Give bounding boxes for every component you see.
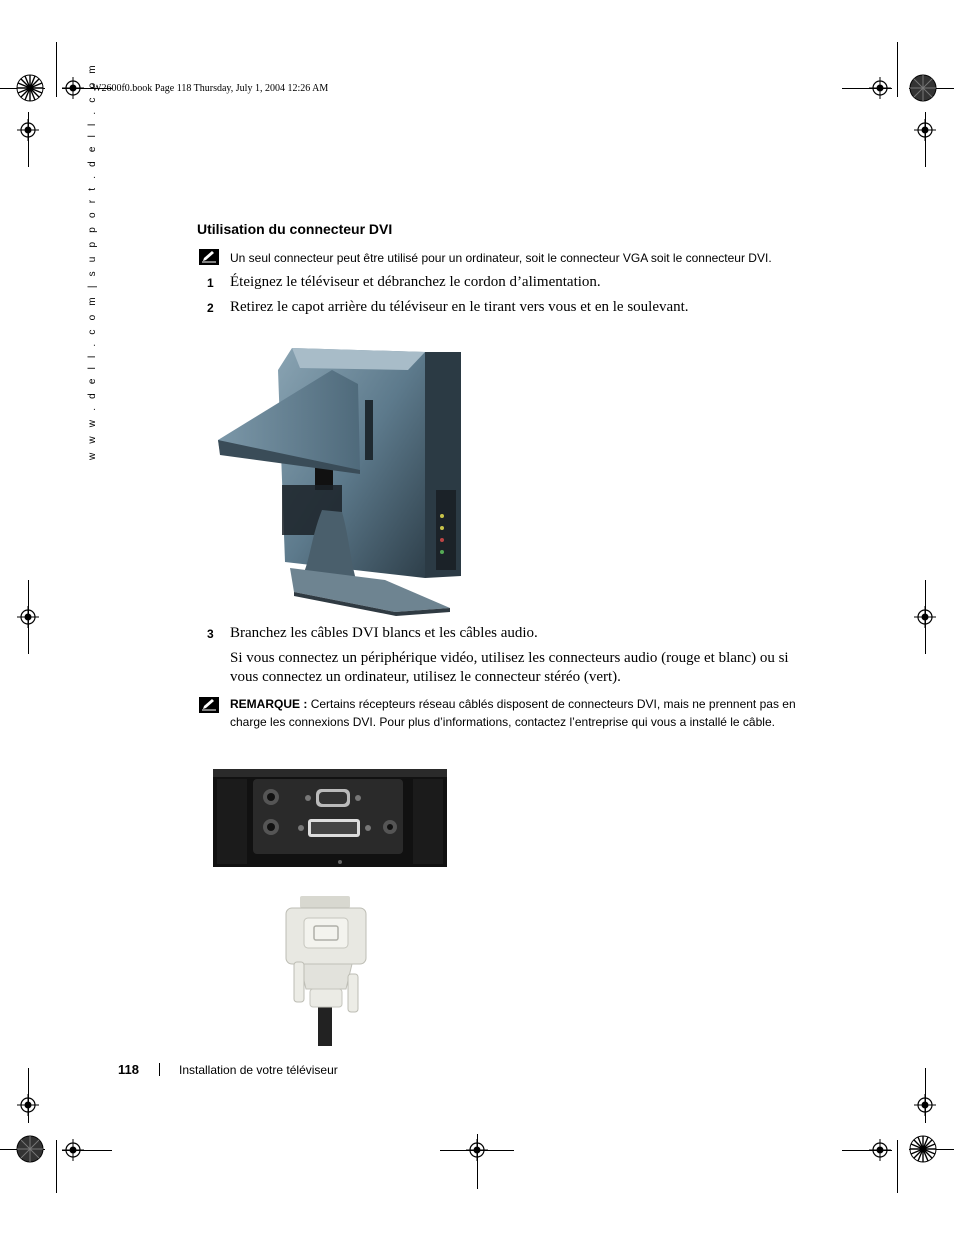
note-pencil-icon [199,697,219,713]
step-text: Retirez le capot arrière du téléviseur en le tirant vers vous et en le soulevant. [230,299,689,315]
connector-panel-illustration [213,769,447,867]
side-url: w w w . d e l l . c o m | s u p p o r t . d e l l . c o m [87,62,98,460]
starburst-mark-icon [909,74,937,102]
registration-mark-icon [62,1139,84,1161]
registration-mark-icon [869,1139,891,1161]
registration-mark-icon [62,77,84,99]
registration-mark-icon [914,1094,936,1116]
dvi-cable-illustration [280,894,372,1046]
registration-mark-icon [869,77,891,99]
starburst-mark-icon [909,1135,937,1163]
remark-note [230,695,805,731]
remark-label: REMARQUE : [230,697,308,711]
registration-mark-icon [17,1094,39,1116]
tv-rear-cover-illustration [210,340,472,616]
remark-text: Certains récepteurs réseau câblés disposent de connecteurs DVI, mais ne prennent pas en charge les connexions DVI. Pour plus d’informations, contactez l’entreprise qui vous a installé le câble. [230,697,796,729]
step-number: 2 [207,301,214,315]
section-title: Utilisation du connecteur DVI [197,221,393,237]
registration-mark-icon [17,606,39,628]
page-number: 118 [118,1062,139,1077]
step-number: 3 [207,627,214,641]
note-text: Un seul connecteur peut être utilisé pour un ordinateur, soit le connecteur VGA soit le connecteur DVI. [230,251,772,265]
registration-mark-icon [914,119,936,141]
footer-title: Installation de votre téléviseur [179,1063,338,1077]
registration-mark-icon [17,119,39,141]
registration-mark-icon [466,1139,488,1161]
step-paragraph: Si vous connectez un périphérique vidéo, utilisez les connecteurs audio (rouge et blanc) ou si vous connectez un ordinateur, utilisez le connecteur stéréo (vert). [230,650,789,685]
note-pencil-icon [199,249,219,265]
registration-mark-icon [914,606,936,628]
footer-separator [159,1063,160,1076]
step-text: Éteignez le téléviseur et débranchez le cordon d’alimentation. [230,274,601,290]
starburst-mark-icon [16,74,44,102]
book-info-header: W2600f0.book Page 118 Thursday, July 1, 2004 12:26 AM [92,83,329,94]
step-number: 1 [207,276,214,290]
starburst-mark-icon [16,1135,44,1163]
step-text: Branchez les câbles DVI blancs et les câbles audio. [230,625,538,641]
